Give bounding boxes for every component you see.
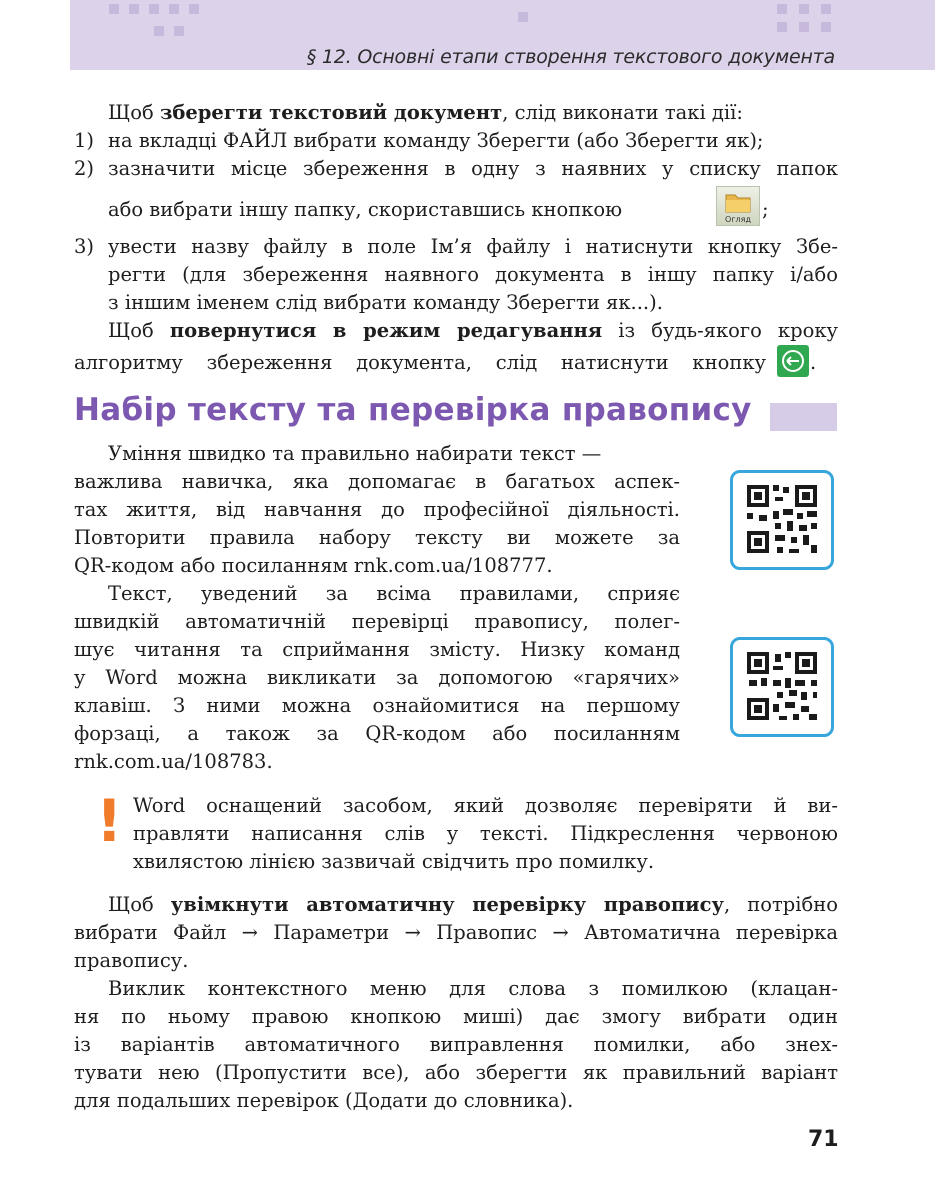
- p2-line: шує читання та сприймання змісту. Низку команд: [74, 638, 680, 661]
- save-intro: [108, 99, 838, 127]
- step-3-line-3: з іншим іменем слід вибрати команду Зберегти як...).: [108, 291, 663, 314]
- p2-line: Текст, уведений за всіма правилами, сприяє: [108, 582, 680, 605]
- qr-icon: [733, 640, 831, 734]
- punct: ;: [762, 198, 769, 221]
- qr-code-108783[interactable]: [730, 637, 834, 737]
- step-number: 3): [74, 235, 95, 258]
- decor-square: [109, 4, 119, 14]
- p3-line-2: вибрати Файл → Параметри → Правопис → Автоматична перевірка: [74, 921, 838, 944]
- text: із будь-якого кроку: [602, 319, 838, 342]
- browse-label: Огляд: [725, 215, 751, 224]
- p1-line: QR-кодом або посиланням rnk.com.ua/108777.: [74, 554, 553, 577]
- decor-square: [777, 22, 787, 32]
- page-number: 71: [808, 1127, 839, 1152]
- text: , потрібно: [724, 893, 838, 916]
- text: або вибрати іншу папку, скориставшись кнопкою: [108, 198, 623, 221]
- p4-line: Виклик контекстного меню для слова з помилкою (клацан-: [108, 977, 838, 1000]
- note-line: правляти написання слів у тексті. Підкреслення червоною: [133, 822, 838, 845]
- bold-term: увімкнути автоматичну перевірку правопису: [170, 893, 725, 916]
- p3-line-3: правопису.: [74, 949, 189, 972]
- section-decor-bar: [770, 403, 837, 431]
- p1-line: Уміння швидко та правильно набирати текст —: [108, 442, 602, 465]
- exclamation-icon: !: [96, 787, 123, 855]
- p3-line-1: [108, 891, 838, 919]
- qr-code-108777[interactable]: [730, 470, 834, 570]
- p2-line: швидкій автоматичній перевірці правопису, полег-: [74, 610, 680, 633]
- page-header: [70, 0, 935, 70]
- decor-square: [149, 4, 159, 14]
- text: Щоб: [108, 893, 171, 916]
- browse-folder-button[interactable]: [716, 186, 760, 226]
- decor-square: [174, 26, 184, 36]
- step-3-line-1: увести назву файлу в поле Ім’я файлу і натиснути кнопку Збе-: [108, 235, 838, 258]
- decor-square: [154, 26, 164, 36]
- decor-square: [821, 4, 831, 14]
- decor-square: [799, 4, 809, 14]
- decor-square: [129, 4, 139, 14]
- p1-line: важлива навичка, яка допомагає в багатьох аспек-: [74, 470, 680, 493]
- p4-line: ня по ньому правою кнопкою миші) дає змогу вибрати один: [74, 1005, 838, 1028]
- p4-line: із варіантів автоматичного виправлення помилки, або знех-: [74, 1033, 838, 1056]
- folder-icon: [717, 187, 759, 225]
- return-line-1: [108, 317, 838, 345]
- punct: .: [810, 351, 817, 374]
- step-1: на вкладці ФАЙЛ вибрати команду Зберегти (або Зберегти як);: [108, 129, 764, 152]
- text: Щоб: [108, 101, 160, 124]
- decor-square: [799, 22, 809, 32]
- back-arrow-icon: [777, 345, 809, 377]
- text: Щоб: [108, 319, 170, 342]
- p1-line: Повторити правила набору тексту ви можете за: [74, 526, 680, 549]
- back-button[interactable]: [777, 345, 809, 377]
- p4-line: тувати нею (Пропустити все), або зберегти як правильний варіант: [74, 1061, 838, 1084]
- decor-square: [821, 22, 831, 32]
- p2-line: клавіш. З ними можна ознайомитися на першому: [74, 694, 680, 717]
- return-line-2: алгоритму збереження документа, слід натиснути кнопку: [74, 351, 766, 374]
- section-title: Набір тексту та перевірка правопису: [74, 392, 752, 428]
- decor-square: [169, 4, 179, 14]
- step-2-line-2: [108, 196, 718, 224]
- bold-term: повернутися в режим редагування: [169, 319, 603, 342]
- decor-square: [518, 12, 528, 22]
- p2-line: форзаці, а також за QR-кодом або посиланням: [74, 722, 680, 745]
- p4-line: для подальших перевірок (Додати до словника).: [74, 1089, 574, 1112]
- note-line: хвилястою лінією зазвичай свідчить про помилку.: [133, 850, 655, 873]
- step-number: 1): [74, 129, 95, 152]
- header-title: § 12. Основні етапи створення текстового документа: [306, 46, 835, 68]
- bold-term: зберегти текстовий документ: [159, 101, 503, 124]
- p2-line: у Word можна викликати за допомогою «гарячих»: [74, 666, 680, 689]
- step-3-line-2: регти (для збереження наявного документа в іншу папку і/або: [108, 263, 838, 286]
- step-number: 2): [74, 157, 95, 180]
- qr-icon: [733, 473, 831, 567]
- p2-line: rnk.com.ua/108783.: [74, 750, 273, 773]
- step-2-line-1: зазначити місце збереження в одну з наявних у списку папок: [108, 157, 838, 180]
- p1-line: тах життя, від навчання до професійної діяльності.: [74, 498, 680, 521]
- text: , слід виконати такі дії:: [502, 101, 743, 124]
- note-line: Word оснащений засобом, який дозволяє перевіряти й ви-: [133, 794, 838, 817]
- decor-square: [189, 4, 199, 14]
- decor-square: [777, 4, 787, 14]
